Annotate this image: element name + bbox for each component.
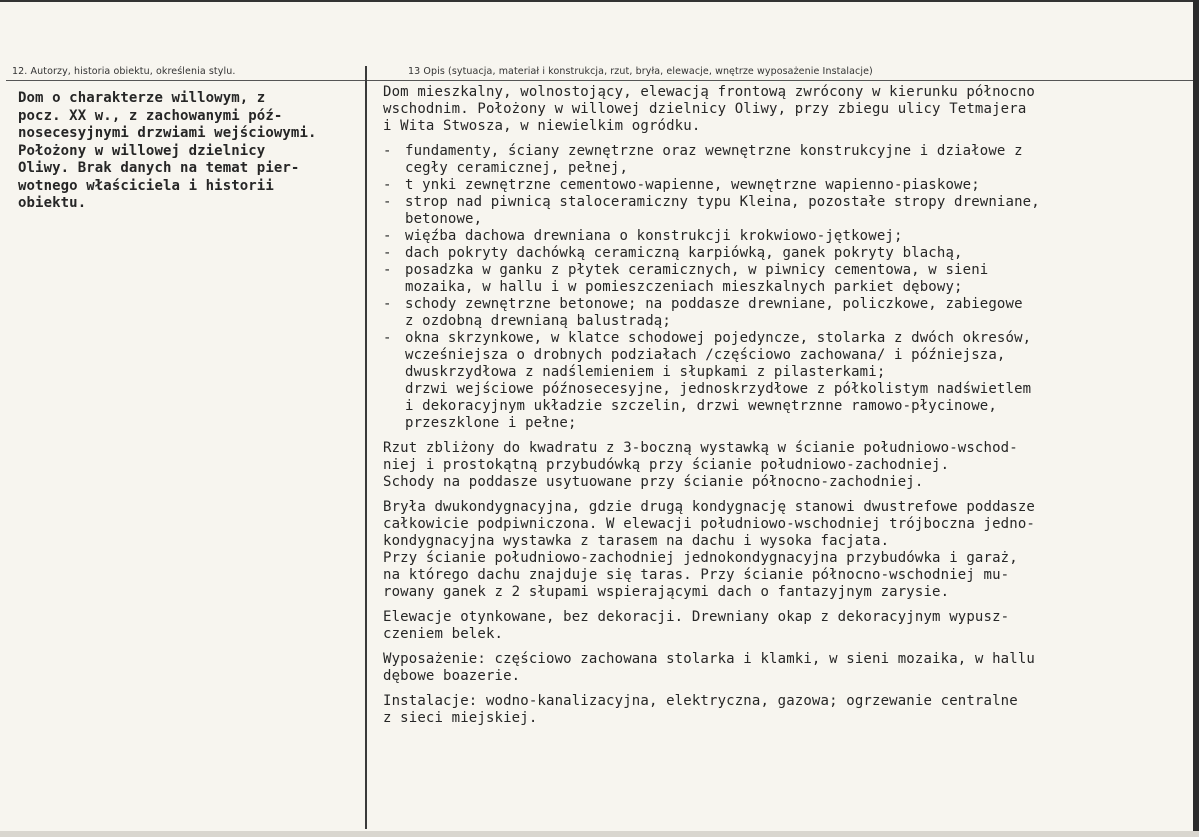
text-line: t ynki zewnętrzne cementowo-wapienne, wewnętrzne wapienno-piaskowe; xyxy=(405,177,980,193)
list-item xyxy=(383,245,1183,262)
text-line: posadzka w ganku z płytek ceramicznych, w piwnicy cementowa, w sieni xyxy=(405,262,989,278)
description-text xyxy=(383,84,1183,735)
text-line: całkowicie podpiwniczona. W elewacji południowo-wschodniej trójboczna jedno- xyxy=(383,516,1035,532)
dash-marker: - xyxy=(383,245,392,261)
list-item xyxy=(383,177,1183,194)
text-line: Elewacje otynkowane, bez dekoracji. Drewniany okap z dekoracyjnym wypusz- xyxy=(383,609,1010,625)
text-line: Schody na poddasze usytuowane przy ścianie północno-zachodniej. xyxy=(383,474,924,490)
text-line: betonowe, xyxy=(405,211,483,227)
dash-marker: - xyxy=(383,194,392,210)
text-line: drzwi wejściowe późnosecesyjne, jednoskrzydłowe z półkolistym nadświetlem xyxy=(405,381,1032,397)
text-line: Bryła dwukondygnacyjna, gdzie drugą kondygnację stanowi dwustrefowe poddasze xyxy=(383,499,1035,515)
elevations-paragraph xyxy=(383,609,1183,643)
right-edge xyxy=(1193,0,1199,837)
text-line: więźba dachowa drewniana o konstrukcji krokwiowo-jętkowej; xyxy=(405,228,903,244)
text-line: wotnego właściciela i historii xyxy=(18,177,274,194)
text-line: Położony w willowej dzielnicy xyxy=(18,142,266,159)
text-line: okna skrzynkowe, w klatce schodowej pojedyncze, stolarka z dwóch okresów, xyxy=(405,330,1032,346)
text-line: schody zewnętrzne betonowe; na poddasze drewniane, policzkowe, zabiegowe xyxy=(405,296,1023,312)
furnishings-paragraph xyxy=(383,651,1183,685)
text-line: wcześniejsza o drobnych podziałach /częściowo zachowana/ i późniejsza, xyxy=(405,347,1006,363)
text-line: Rzut zbliżony do kwadratu z 3-boczną wystawką w ścianie południowo-wschod- xyxy=(383,440,1018,456)
plan-paragraph xyxy=(383,440,1183,491)
dash-marker: - xyxy=(383,330,392,346)
text-line: kondygnacyjna wystawka z tarasem na dachu i wysoka facjata. xyxy=(383,533,890,549)
text-line: Wyposażenie: częściowo zachowana stolarka i klamki, w sieni mozaika, w hallu xyxy=(383,651,1035,667)
dash-marker: - xyxy=(383,177,392,193)
text-line: dębowe boazerie. xyxy=(383,668,521,684)
text-line: dwuskrzydłowa z nadślemieniem i słupkami z pilasterkami; xyxy=(405,364,886,380)
text-line: czeniem belek. xyxy=(383,626,504,642)
materials-list xyxy=(383,143,1183,432)
text-line: obiektu. xyxy=(18,195,87,211)
text-line: rowany ganek z 2 słupami wspierającymi dach o fantazyjnym zarysie. xyxy=(383,584,950,600)
intro-paragraph xyxy=(383,84,1183,135)
list-item xyxy=(383,296,1183,330)
dash-marker: - xyxy=(383,296,392,312)
text-line: strop nad piwnicą staloceramiczny typu Kleina, pozostałe stropy drewniane, xyxy=(405,194,1040,210)
text-line: Przy ścianie południowo-zachodniej jednokondygnacyjna przybudówka i garaż, xyxy=(383,550,1018,566)
top-edge xyxy=(0,0,1199,2)
installations-paragraph xyxy=(383,693,1183,727)
list-item xyxy=(383,262,1183,296)
header-rule xyxy=(6,80,1193,81)
massing-paragraph xyxy=(383,499,1183,601)
text-line: Dom mieszkalny, wolnostojący, elewacją frontową zwrócony w kierunku północno xyxy=(383,84,1035,100)
text-line: na którego dachu znajduje się taras. Przy ścianie północno-wschodniej mu- xyxy=(383,567,1010,583)
section-12-header: 12. Autorzy, historia obiektu, określenia stylu. xyxy=(12,66,236,77)
text-line: Oliwy. Brak danych na temat pier- xyxy=(18,160,300,176)
text-line: niej i prostokątną przybudówką przy ścianie południowo-zachodniej. xyxy=(383,457,950,473)
section-13-header: 13 Opis (sytuacja, materiał i konstrukcja, rzut, bryła, elewacje, wnętrze wyposażenie Instalacje) xyxy=(408,66,873,77)
dash-marker: - xyxy=(383,262,392,278)
dash-marker: - xyxy=(383,143,392,159)
list-item xyxy=(383,228,1183,245)
text-line: dach pokryty dachówką ceramiczną karpiówką, ganek pokryty blachą, xyxy=(405,245,963,261)
list-item xyxy=(383,143,1183,177)
text-line: Instalacje: wodno-kanalizacyjna, elektryczna, gazowa; ogrzewanie centralne xyxy=(383,693,1018,709)
dash-marker: - xyxy=(383,228,392,244)
text-line: wschodnim. Położony w willowej dzielnicy Oliwy, przy zbiegu ulicy Tetmajera xyxy=(383,101,1027,117)
text-line: nosecesyjnymi drzwiami wejściowymi. xyxy=(18,125,317,141)
text-line: i dekoracyjnym układzie szczelin, drzwi wewnętrznne ramowo-płycinowe, xyxy=(405,398,997,414)
text-line: z sieci miejskiej. xyxy=(383,710,538,726)
text-line: cegły ceramicznej, pełnej, xyxy=(405,160,629,176)
text-line: fundamenty, ściany zewnętrzne oraz wewnętrzne konstrukcyjne i działowe z xyxy=(405,143,1023,159)
text-line: z ozdobną drewnianą balustradą; xyxy=(405,313,671,329)
text-line: Dom o charakterze willowym, z xyxy=(18,90,266,106)
authors-history-text xyxy=(18,90,363,213)
bottom-edge xyxy=(0,831,1199,837)
list-item xyxy=(383,194,1183,228)
column-divider xyxy=(365,66,367,829)
text-line: i Wita Stwosza, w niewielkim ogródku. xyxy=(383,118,701,134)
text-line: pocz. XX w., z zachowanymi póź- xyxy=(18,107,283,124)
list-item xyxy=(383,330,1183,432)
text-line: przeszklone i pełne; xyxy=(405,415,577,431)
text-line: mozaika, w hallu i w pomieszczeniach mieszkalnych parkiet dębowy; xyxy=(405,279,963,295)
